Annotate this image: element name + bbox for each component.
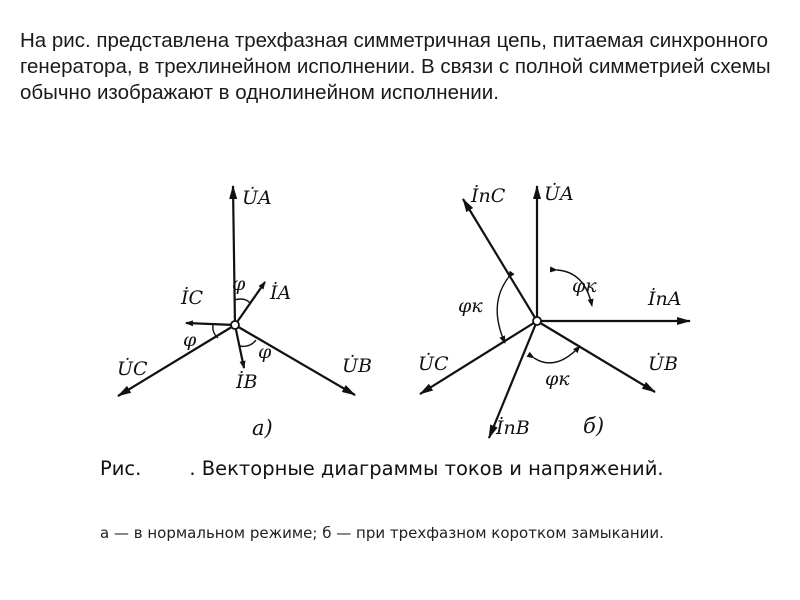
angle-arc-a1 (234, 299, 250, 303)
label-phik-b3: φк (545, 368, 570, 390)
label-phik-b1: φк (572, 275, 597, 297)
figure-caption (100, 456, 740, 482)
label-inc-b: İnC (471, 185, 506, 207)
intro-paragraph: На рис. представлена трехфазная симметричная цепь, питаемая синхронного генератора, в трехлинейном исполнении. В связи с полной симметрией схемы обычно изображают в однолинейном исполнении. (20, 29, 771, 104)
labels-b (418, 183, 681, 439)
caption-title: . Векторные диаграммы токов и напряжений. (189, 457, 664, 480)
vector-ic-a (186, 323, 235, 325)
origin-b (533, 317, 541, 325)
panel-label-a: а) (252, 416, 273, 440)
label-uc-a: U̇C (117, 358, 148, 380)
vector-ua-a (233, 186, 235, 325)
angle-arc-b2 (497, 278, 508, 343)
label-ina-b: İnA (648, 288, 682, 310)
angle-arc-b3 (534, 346, 580, 363)
label-ib-a: İB (236, 371, 258, 393)
label-phik-b2: φк (458, 295, 483, 317)
caption-prefix: Рис. (100, 457, 142, 480)
origin-a (231, 321, 239, 329)
label-phi-a1: φ (232, 273, 246, 295)
label-ub-a: U̇B (342, 355, 372, 377)
label-ua-a: U̇A (242, 187, 272, 209)
label-phi-a3: φ (183, 329, 197, 351)
panel-label-b: б) (583, 414, 605, 438)
label-uc-b: U̇C (418, 353, 449, 375)
label-phi-a2: φ (258, 341, 272, 363)
label-ic-a: İC (181, 287, 204, 309)
label-ub-b: U̇B (648, 353, 678, 375)
label-inb-b: İnB (496, 417, 530, 439)
angle-arc-a2 (239, 340, 256, 346)
label-ia-a: İA (270, 282, 292, 304)
figure-subcaption: а — в нормальном режиме; б — при трехфазном коротком замыкании. (100, 524, 664, 542)
label-ua-b: U̇A (544, 183, 574, 205)
